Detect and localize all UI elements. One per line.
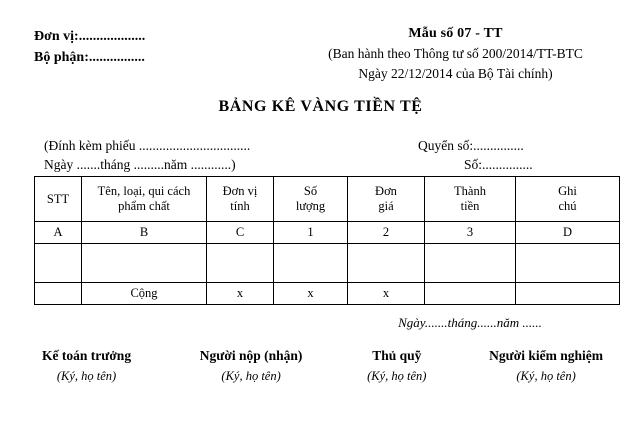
column-header-quantity-line1: Số (303, 184, 318, 198)
signature-block-chief-accountant (42, 347, 131, 385)
signature-block-payer (200, 347, 303, 385)
cell-stt[interactable] (35, 244, 82, 283)
form-issued-line-1: (Ban hành theo Thông tư số 200/2014/TT-BTC (328, 46, 583, 61)
signature-note-chief-accountant: (Ký, họ tên) (56, 369, 117, 383)
signature-row (20, 347, 625, 385)
signature-role-chief-accountant: Kế toán trưởng (42, 348, 132, 363)
cell-notes[interactable] (516, 244, 620, 283)
total-cell-unit-price: x (348, 283, 425, 305)
cell-amount[interactable] (425, 244, 516, 283)
code-cell-a: A (35, 222, 82, 244)
signing-date-line: Ngày.......tháng......năm ...... (398, 315, 542, 330)
signature-role-inspector: Người kiểm nghiệm (489, 348, 603, 363)
form-code: Mẫu số 07 - TT (408, 26, 503, 41)
column-header-description (82, 177, 207, 222)
signature-role-treasurer: Thủ quỹ (372, 348, 422, 363)
signature-note-payer: (Ký, họ tên) (221, 369, 281, 383)
column-header-quantity-line2: lượng (295, 199, 326, 213)
signature-note-inspector: (Ký, họ tên) (516, 369, 576, 383)
code-cell-2: 2 (348, 222, 425, 244)
voucher-no-label: Số:............... (464, 157, 533, 172)
column-header-stt-line1: STT (46, 191, 70, 206)
cell-quantity[interactable] (274, 244, 348, 283)
book-number-block (380, 136, 620, 174)
table-header-row (35, 177, 620, 222)
code-cell-b: B (82, 222, 207, 244)
column-header-stt (35, 177, 82, 222)
column-header-unit-price (348, 177, 425, 222)
total-label: Cộng (82, 283, 207, 305)
code-cell-d: D (516, 222, 620, 244)
signature-block-treasurer (367, 347, 426, 385)
column-header-unit-price-line2: giá (378, 199, 394, 213)
code-cell-3: 3 (425, 222, 516, 244)
total-cell-unit: x (207, 283, 274, 305)
page-title: BẢNG KÊ VÀNG TIỀN TỆ (218, 98, 423, 115)
signature-role-payer: Người nộp (nhận) (199, 348, 303, 363)
table-code-row (35, 222, 620, 244)
column-header-unit-price-line1: Đơn (375, 184, 397, 198)
attachment-label: (Đính kèm phiếu ................................. (44, 138, 251, 153)
column-header-unit (207, 177, 274, 222)
total-cell-quantity: x (274, 283, 348, 305)
column-header-notes-line1: Ghi (558, 184, 577, 198)
book-no-label: Quyển số:............... (418, 138, 524, 153)
cell-description[interactable] (82, 244, 207, 283)
gold-currency-listing-table (34, 176, 620, 305)
column-header-amount (425, 177, 516, 222)
attachment-date-label: Ngày .......tháng .........năm ............) (44, 157, 236, 172)
column-header-quantity (274, 177, 348, 222)
total-cell-amount[interactable] (425, 283, 516, 305)
column-header-unit-line2: tính (230, 199, 250, 213)
signature-note-treasurer: (Ký, họ tên) (367, 369, 427, 383)
total-cell-notes[interactable] (516, 283, 620, 305)
column-header-description-line1: Tên, loại, qui cách (97, 184, 191, 198)
signature-block-inspector (489, 347, 603, 385)
unit-info-block (34, 26, 145, 68)
column-header-notes-line2: chú (558, 199, 577, 213)
code-cell-1: 1 (274, 222, 348, 244)
total-cell-stt (35, 283, 82, 305)
column-header-description-line2: phẩm chất (118, 199, 170, 213)
column-header-notes (516, 177, 620, 222)
form-issued-line-2: Ngày 22/12/2014 của Bộ Tài chính) (358, 66, 553, 81)
cell-unit-price[interactable] (348, 244, 425, 283)
table-row[interactable] (35, 244, 620, 283)
column-header-amount-line1: Thành (454, 184, 486, 198)
column-header-unit-line1: Đơn vị (222, 184, 258, 198)
column-header-amount-line2: tiền (460, 199, 480, 213)
unit-label: Đơn vị:................... (34, 29, 146, 44)
cell-unit[interactable] (207, 244, 274, 283)
code-cell-c: C (207, 222, 274, 244)
attachment-info-block (44, 136, 250, 174)
form-reference-block (270, 24, 641, 84)
department-label: Bộ phận:................ (34, 50, 145, 65)
table-total-row (35, 283, 620, 305)
